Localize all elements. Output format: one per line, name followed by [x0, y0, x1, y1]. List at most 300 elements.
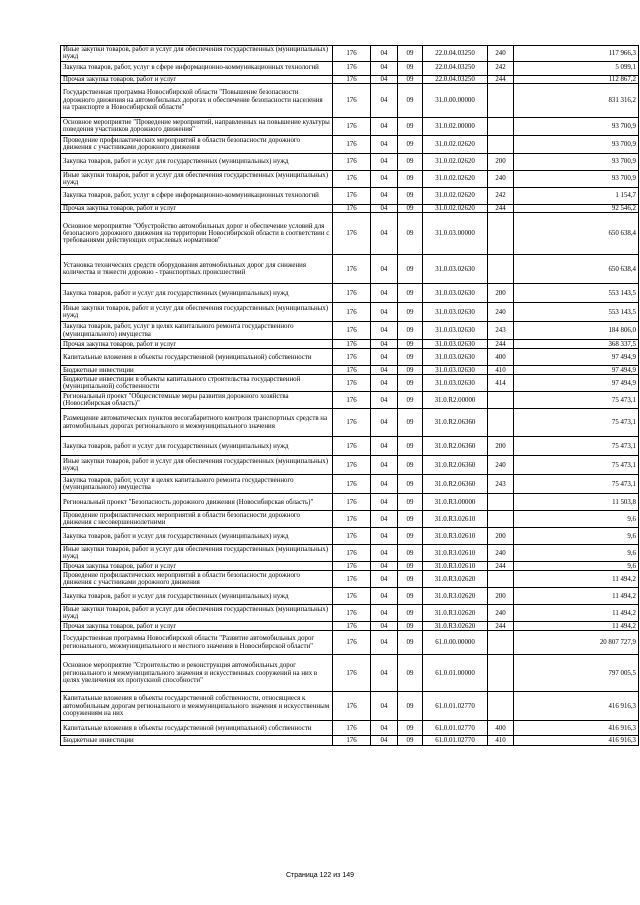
expense-type-code: 244 [488, 204, 514, 212]
item-name: Бюджетные инвестиции [61, 366, 333, 375]
expense-type-code: 242 [488, 61, 514, 75]
section-code: 04 [371, 409, 398, 437]
grbs-code: 176 [333, 213, 371, 255]
amount: 11 503,8 [514, 494, 639, 511]
amount: 97 494,9 [514, 349, 639, 366]
target-article-code: 31.0.R3.02610 [423, 545, 488, 562]
grbs-code: 176 [333, 349, 371, 366]
section-code: 04 [371, 622, 398, 631]
section-code: 04 [371, 187, 398, 204]
grbs-code: 176 [333, 204, 371, 212]
table-row [61, 475, 639, 494]
item-name: Прочая закупка товаров, работ и услуг [61, 622, 333, 631]
target-article-code: 31.0.03.02630 [423, 255, 488, 284]
amount: 1 154,7 [514, 187, 639, 204]
subsection-code: 09 [398, 511, 423, 528]
amount: 553 143,5 [514, 284, 639, 303]
amount: 9,6 [514, 511, 639, 528]
target-article-code: 61.0.00.00000 [423, 631, 488, 655]
item-name: Прочая закупка товаров, работ и услуг [61, 562, 333, 571]
expense-type-code: 240 [488, 545, 514, 562]
section-code: 04 [371, 437, 398, 456]
section-code: 04 [371, 456, 398, 475]
section-code: 04 [371, 392, 398, 409]
subsection-code: 09 [398, 437, 423, 456]
subsection-code: 09 [398, 349, 423, 366]
item-name: Иные закупки товаров, работ и услуг для обеспечения государственных (муниципальных) нужд [61, 303, 333, 322]
target-article-code: 31.0.00.00000 [423, 83, 488, 117]
subsection-code: 09 [398, 605, 423, 622]
subsection-code: 09 [398, 375, 423, 392]
target-article-code: 31.0.03.02630 [423, 366, 488, 375]
table-row [61, 187, 639, 204]
target-article-code: 31.0.03.02630 [423, 340, 488, 349]
grbs-code: 176 [333, 631, 371, 655]
subsection-code: 09 [398, 83, 423, 117]
target-article-code: 31.0.R3.00000 [423, 494, 488, 511]
amount: 9,6 [514, 528, 639, 545]
amount: 93 700,9 [514, 117, 639, 135]
amount: 75 473,1 [514, 409, 639, 437]
expense-type-code: 400 [488, 721, 514, 736]
target-article-code: 31.0.02.02620 [423, 135, 488, 153]
grbs-code: 176 [333, 284, 371, 303]
table-row [61, 349, 639, 366]
table-row [61, 571, 639, 588]
grbs-code: 176 [333, 117, 371, 135]
section-code: 04 [371, 46, 398, 62]
target-article-code: 31.0.03.02630 [423, 284, 488, 303]
item-name: Установка технических средств оборудования автомобильных дорог для снижения количества и тяжести дорожно - транспортных происшествий [61, 255, 333, 284]
grbs-code: 176 [333, 588, 371, 605]
expense-type-code: 200 [488, 153, 514, 170]
amount: 11 494,2 [514, 622, 639, 631]
target-article-code: 31.0.02.02620 [423, 170, 488, 187]
item-name: Капитальные вложения в объекты государственной (муниципальной) собственности [61, 721, 333, 736]
expense-type-code: 200 [488, 528, 514, 545]
grbs-code: 176 [333, 605, 371, 622]
grbs-code: 176 [333, 366, 371, 375]
section-code: 04 [371, 545, 398, 562]
table-row [61, 366, 639, 375]
target-article-code: 31.0.R3.02610 [423, 511, 488, 528]
section-code: 04 [371, 255, 398, 284]
grbs-code: 176 [333, 75, 371, 83]
table-row [61, 494, 639, 511]
amount: 93 700,9 [514, 170, 639, 187]
section-code: 04 [371, 528, 398, 545]
table-row [61, 692, 639, 721]
amount: 650 638,4 [514, 213, 639, 255]
expense-type-code [488, 655, 514, 692]
grbs-code: 176 [333, 692, 371, 721]
grbs-code: 176 [333, 475, 371, 494]
section-code: 04 [371, 375, 398, 392]
grbs-code: 176 [333, 437, 371, 456]
subsection-code: 09 [398, 204, 423, 212]
subsection-code: 09 [398, 303, 423, 322]
item-name: Закупка товаров, работ, услуг в целях капитального ремонта государственного (муниципального) имущества [61, 475, 333, 494]
subsection-code: 09 [398, 562, 423, 571]
expense-type-code: 200 [488, 588, 514, 605]
item-name: Региональный проект "Безопасность дорожного движения (Новосибирская область)" [61, 494, 333, 511]
section-code: 04 [371, 366, 398, 375]
section-code: 04 [371, 213, 398, 255]
expense-type-code [488, 631, 514, 655]
subsection-code: 09 [398, 545, 423, 562]
grbs-code: 176 [333, 528, 371, 545]
expense-type-code: 414 [488, 375, 514, 392]
target-article-code: 22.0.04.03250 [423, 61, 488, 75]
expense-type-code [488, 213, 514, 255]
target-article-code: 31.0.R3.02620 [423, 588, 488, 605]
item-name: Основное мероприятие "Проведение мероприятий, направленных на повышение культуры поведения участников дорожного движения" [61, 117, 333, 135]
table-row [61, 622, 639, 631]
subsection-code: 09 [398, 170, 423, 187]
table-row [61, 721, 639, 736]
subsection-code: 09 [398, 213, 423, 255]
amount: 97 494,9 [514, 375, 639, 392]
amount: 93 700,9 [514, 153, 639, 170]
expense-type-code: 243 [488, 322, 514, 340]
table-row [61, 83, 639, 117]
table-row [61, 631, 639, 655]
grbs-code: 176 [333, 375, 371, 392]
expense-type-code [488, 135, 514, 153]
table-row [61, 213, 639, 255]
amount: 20 807 727,9 [514, 631, 639, 655]
section-code: 04 [371, 135, 398, 153]
subsection-code: 09 [398, 721, 423, 736]
section-code: 04 [371, 631, 398, 655]
amount: 9,6 [514, 545, 639, 562]
target-article-code: 31.0.R3.02620 [423, 571, 488, 588]
grbs-code: 176 [333, 721, 371, 736]
table-row [61, 409, 639, 437]
subsection-code: 09 [398, 456, 423, 475]
subsection-code: 09 [398, 409, 423, 437]
table-row [61, 545, 639, 562]
item-name: Проведение профилактических мероприятий в области безопасности дорожного движения с несовершеннолетними [61, 511, 333, 528]
table-row [61, 322, 639, 340]
target-article-code: 31.0.03.02630 [423, 322, 488, 340]
subsection-code: 09 [398, 475, 423, 494]
section-code: 04 [371, 588, 398, 605]
target-article-code: 31.0.R3.02620 [423, 605, 488, 622]
target-article-code: 31.0.02.02620 [423, 204, 488, 212]
expense-type-code: 410 [488, 736, 514, 746]
amount: 97 494,9 [514, 366, 639, 375]
table-row [61, 605, 639, 622]
subsection-code: 09 [398, 692, 423, 721]
target-article-code: 31.0.R2.00000 [423, 392, 488, 409]
expense-type-code: 410 [488, 366, 514, 375]
expense-type-code: 244 [488, 622, 514, 631]
section-code: 04 [371, 494, 398, 511]
expense-type-code: 244 [488, 562, 514, 571]
subsection-code: 09 [398, 46, 423, 62]
table-row [61, 117, 639, 135]
target-article-code: 22.0.04.03250 [423, 46, 488, 62]
amount: 11 494,2 [514, 588, 639, 605]
item-name: Капитальные вложения в объекты государственной собственности, относящиеся к автомобильным дорогам регионального и межмуниципального значения и искусственным сооружениям на них [61, 692, 333, 721]
subsection-code: 09 [398, 187, 423, 204]
amount: 92 546,2 [514, 204, 639, 212]
table-row [61, 204, 639, 212]
item-name: Иные закупки товаров, работ и услуг для обеспечения государственных (муниципальных) нужд [61, 170, 333, 187]
item-name: Закупка товаров, работ, услуг в целях капитального ремонта государственного (муниципального) имущества [61, 322, 333, 340]
subsection-code: 09 [398, 622, 423, 631]
table-row [61, 170, 639, 187]
expense-type-code: 244 [488, 340, 514, 349]
table-row [61, 456, 639, 475]
item-name: Иные закупки товаров, работ и услуг для обеспечения государственных (муниципальных) нужд [61, 605, 333, 622]
subsection-code: 09 [398, 75, 423, 83]
subsection-code: 09 [398, 631, 423, 655]
subsection-code: 09 [398, 366, 423, 375]
table-row [61, 153, 639, 170]
table-row [61, 284, 639, 303]
item-name: Закупка товаров, работ и услуг для государственных (муниципальных) нужд [61, 153, 333, 170]
amount: 797 005,5 [514, 655, 639, 692]
item-name: Основное мероприятие "Строительство и реконструкция автомобильных дорог регионального и межмуниципального значения и искусственных сооружений на них в целях увеличения их пропускной способности" [61, 655, 333, 692]
table-row [61, 61, 639, 75]
expense-type-code: 240 [488, 303, 514, 322]
target-article-code: 31.0.03.02630 [423, 375, 488, 392]
expense-type-code [488, 392, 514, 409]
amount: 75 473,1 [514, 392, 639, 409]
section-code: 04 [371, 117, 398, 135]
item-name: Закупка товаров, работ, услуг в сфере информационно-коммуникационных технологий [61, 187, 333, 204]
expense-type-code: 240 [488, 605, 514, 622]
section-code: 04 [371, 562, 398, 571]
grbs-code: 176 [333, 494, 371, 511]
page-number: Страница 122 из 149 [285, 872, 355, 879]
amount: 650 638,4 [514, 255, 639, 284]
section-code: 04 [371, 61, 398, 75]
section-code: 04 [371, 75, 398, 83]
amount: 416 916,3 [514, 721, 639, 736]
item-name: Капитальные вложения в объекты государственной (муниципальной) собственности [61, 349, 333, 366]
section-code: 04 [371, 475, 398, 494]
section-code: 04 [371, 721, 398, 736]
item-name: Государственная программа Новосибирской области "Повышение безопасности дорожного движения на автомобильных дорогах и обеспечение безопасности населения на транспорте в Новосибирской области" [61, 83, 333, 117]
subsection-code: 09 [398, 655, 423, 692]
item-name: Проведение профилактических мероприятий в области безопасности дорожного движения с участниками дорожного движения [61, 571, 333, 588]
subsection-code: 09 [398, 255, 423, 284]
expense-type-code [488, 83, 514, 117]
expense-type-code [488, 571, 514, 588]
target-article-code: 31.0.R2.06360 [423, 456, 488, 475]
section-code: 04 [371, 605, 398, 622]
subsection-code: 09 [398, 322, 423, 340]
expense-type-code: 200 [488, 437, 514, 456]
target-article-code: 31.0.02.02620 [423, 153, 488, 170]
target-article-code: 31.0.02.02620 [423, 187, 488, 204]
section-code: 04 [371, 303, 398, 322]
table-row [61, 375, 639, 392]
item-name: Закупка товаров, работ и услуг для государственных (муниципальных) нужд [61, 284, 333, 303]
amount: 117 966,3 [514, 46, 639, 62]
subsection-code: 09 [398, 340, 423, 349]
target-article-code: 31.0.R3.02610 [423, 562, 488, 571]
table-row [61, 736, 639, 746]
grbs-code: 176 [333, 322, 371, 340]
table-row [61, 392, 639, 409]
section-code: 04 [371, 655, 398, 692]
expense-type-code [488, 511, 514, 528]
expense-type-code: 400 [488, 349, 514, 366]
target-article-code: 31.0.03.02630 [423, 349, 488, 366]
item-name: Закупка товаров, работ, услуг в сфере информационно-коммуникационных технологий [61, 61, 333, 75]
grbs-code: 176 [333, 409, 371, 437]
amount: 184 806,0 [514, 322, 639, 340]
section-code: 04 [371, 284, 398, 303]
item-name: Закупка товаров, работ и услуг для государственных (муниципальных) нужд [61, 588, 333, 605]
table-row [61, 655, 639, 692]
subsection-code: 09 [398, 135, 423, 153]
section-code: 04 [371, 153, 398, 170]
section-code: 04 [371, 340, 398, 349]
amount: 831 316,2 [514, 83, 639, 117]
table-row [61, 303, 639, 322]
table-row [61, 562, 639, 571]
item-name: Прочая закупка товаров, работ и услуг [61, 340, 333, 349]
target-article-code: 22.0.04.03250 [423, 75, 488, 83]
grbs-code: 176 [333, 562, 371, 571]
table-row [61, 46, 639, 62]
amount: 416 916,3 [514, 736, 639, 746]
table-body [61, 46, 639, 746]
item-name: Иные закупки товаров, работ и услуг для обеспечения государственных (муниципальных) нужд [61, 456, 333, 475]
grbs-code: 176 [333, 46, 371, 62]
grbs-code: 176 [333, 456, 371, 475]
table-row [61, 588, 639, 605]
section-code: 04 [371, 83, 398, 117]
target-article-code: 61.0.01.02770 [423, 736, 488, 746]
subsection-code: 09 [398, 153, 423, 170]
subsection-code: 09 [398, 284, 423, 303]
subsection-code: 09 [398, 117, 423, 135]
section-code: 04 [371, 511, 398, 528]
amount: 93 700,9 [514, 135, 639, 153]
amount: 368 337,5 [514, 340, 639, 349]
grbs-code: 176 [333, 170, 371, 187]
expense-type-code [488, 117, 514, 135]
item-name: Государственная программа Новосибирской области "Развитие автомобильных дорог регионального, межмуниципального и местного значения в Новосибирской области" [61, 631, 333, 655]
table-row [61, 437, 639, 456]
subsection-code: 09 [398, 494, 423, 511]
amount: 11 494,2 [514, 571, 639, 588]
grbs-code: 176 [333, 187, 371, 204]
grbs-code: 176 [333, 655, 371, 692]
target-article-code: 31.0.R2.06360 [423, 437, 488, 456]
amount: 9,6 [514, 562, 639, 571]
amount: 11 494,2 [514, 605, 639, 622]
section-code: 04 [371, 170, 398, 187]
section-code: 04 [371, 322, 398, 340]
expense-type-code: 240 [488, 170, 514, 187]
table-row [61, 75, 639, 83]
target-article-code: 31.0.R3.02610 [423, 528, 488, 545]
subsection-code: 09 [398, 61, 423, 75]
item-name: Проведение профилактических мероприятий в области безопасности дорожного движения с участниками дорожного движения [61, 135, 333, 153]
section-code: 04 [371, 204, 398, 212]
expense-type-code: 244 [488, 75, 514, 83]
section-code: 04 [371, 571, 398, 588]
target-article-code: 31.0.03.00000 [423, 213, 488, 255]
target-article-code: 31.0.R3.02620 [423, 622, 488, 631]
subsection-code: 09 [398, 392, 423, 409]
table-row [61, 255, 639, 284]
target-article-code: 61.0.01.00000 [423, 655, 488, 692]
grbs-code: 176 [333, 511, 371, 528]
table-row [61, 135, 639, 153]
grbs-code: 176 [333, 392, 371, 409]
grbs-code: 176 [333, 622, 371, 631]
grbs-code: 176 [333, 303, 371, 322]
item-name: Закупка товаров, работ и услуг для государственных (муниципальных) нужд [61, 528, 333, 545]
budget-table [60, 45, 639, 746]
grbs-code: 176 [333, 153, 371, 170]
target-article-code: 31.0.R2.06360 [423, 409, 488, 437]
grbs-code: 176 [333, 83, 371, 117]
target-article-code: 61.0.01.02770 [423, 721, 488, 736]
expense-type-code [488, 494, 514, 511]
expense-type-code: 240 [488, 456, 514, 475]
target-article-code: 31.0.R2.06360 [423, 475, 488, 494]
item-name: Иные закупки товаров, работ и услуг для обеспечения государственных (муниципальных) нужд [61, 545, 333, 562]
item-name: Размещение автоматических пунктов весогабаритного контроля транспортных средств на автомобильных дорогах регионального и межмуниципального значения [61, 409, 333, 437]
section-code: 04 [371, 692, 398, 721]
amount: 553 143,5 [514, 303, 639, 322]
table-row [61, 528, 639, 545]
item-name: Бюджетные инвестиции [61, 736, 333, 746]
subsection-code: 09 [398, 528, 423, 545]
item-name: Прочая закупка товаров, работ и услуг [61, 204, 333, 212]
item-name: Прочая закупка товаров, работ и услуг [61, 75, 333, 83]
target-article-code: 31.0.03.02630 [423, 303, 488, 322]
expense-type-code: 240 [488, 46, 514, 62]
amount: 112 867,2 [514, 75, 639, 83]
expense-type-code: 200 [488, 284, 514, 303]
grbs-code: 176 [333, 255, 371, 284]
section-code: 04 [371, 736, 398, 746]
item-name: Закупка товаров, работ и услуг для государственных (муниципальных) нужд [61, 437, 333, 456]
expense-type-code [488, 692, 514, 721]
expense-type-code: 242 [488, 187, 514, 204]
item-name: Региональный проект "Общесистемные меры развития дорожного хозяйства (Новосибирская область)" [61, 392, 333, 409]
subsection-code: 09 [398, 588, 423, 605]
amount: 5 099,1 [514, 61, 639, 75]
grbs-code: 176 [333, 61, 371, 75]
amount: 75 473,1 [514, 437, 639, 456]
item-name: Иные закупки товаров, работ и услуг для обеспечения государственных (муниципальных) нужд [61, 46, 333, 62]
item-name: Основное мероприятие "Обустройство автомобильных дорог и обеспечение условий для безопасного дорожного движения на территории Новосибирской области в соответствии с требованиями действующих отраслевых нормативов" [61, 213, 333, 255]
target-article-code: 31.0.02.00000 [423, 117, 488, 135]
grbs-code: 176 [333, 545, 371, 562]
table-row [61, 340, 639, 349]
amount: 75 473,1 [514, 475, 639, 494]
grbs-code: 176 [333, 736, 371, 746]
grbs-code: 176 [333, 571, 371, 588]
amount: 75 473,1 [514, 456, 639, 475]
expense-type-code: 243 [488, 475, 514, 494]
target-article-code: 61.0.01.02770 [423, 692, 488, 721]
expense-type-code [488, 255, 514, 284]
grbs-code: 176 [333, 340, 371, 349]
subsection-code: 09 [398, 736, 423, 746]
